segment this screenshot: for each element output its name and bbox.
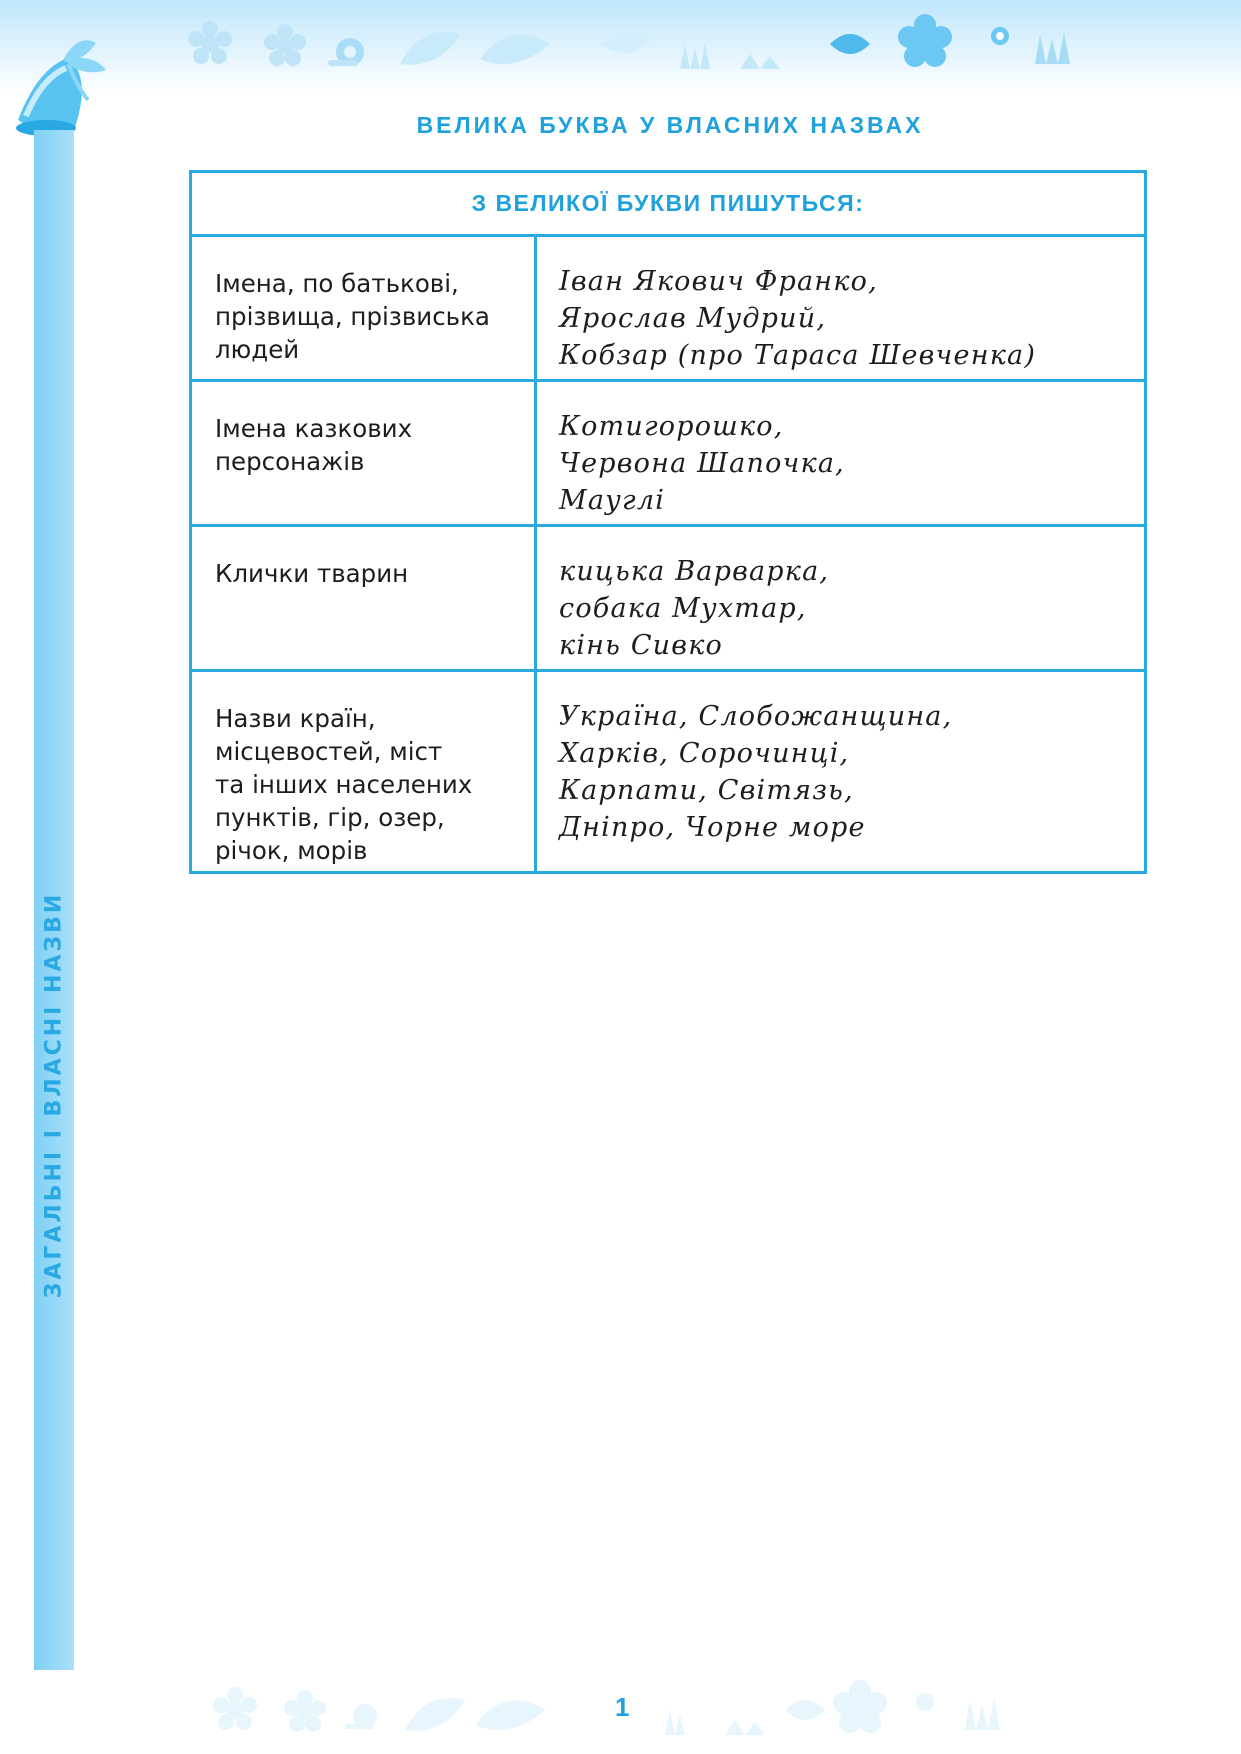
capitalization-rules-table (189, 170, 1147, 874)
flower-icon (991, 27, 1009, 45)
grass-icon (725, 1720, 765, 1735)
category-cell (191, 671, 536, 873)
category-cell (191, 236, 536, 381)
category-text: річок, морів (215, 836, 368, 865)
grass-icon (665, 1710, 685, 1735)
category-text: людей (215, 335, 300, 364)
grass-icon (1035, 32, 1070, 64)
category-text: прізвища, прізвиська (215, 302, 490, 331)
example-text: кінь Сивко (559, 630, 723, 661)
flower-icon (833, 1680, 887, 1733)
leaf-icon (475, 1700, 545, 1730)
table-row (191, 671, 1146, 873)
category-text: Імена казкових (215, 414, 413, 443)
category-cell (191, 526, 536, 671)
example-text: Іван Якович Франко, (559, 266, 878, 297)
snail-icon (328, 38, 364, 66)
category-cell (191, 381, 536, 526)
examples-cell (536, 671, 1146, 873)
snail-icon (345, 1704, 377, 1729)
example-text: Карпати, Світязь, (559, 775, 854, 806)
category-text: Імена, по батькові, (215, 269, 459, 298)
example-text: Харків, Сорочинці, (559, 738, 850, 769)
leaf-icon (400, 32, 460, 65)
leaf-icon (600, 30, 650, 53)
leaf-icon (405, 1698, 465, 1731)
page-title: ВЕЛИКА БУКВА У ВЛАСНИХ НАЗВАХ (416, 112, 924, 138)
category-text: Назви країн, (215, 704, 376, 733)
flower-icon (284, 1690, 326, 1732)
leaf-icon (785, 1700, 825, 1720)
grass-icon (965, 1698, 1000, 1730)
example-text: Мауглі (559, 485, 666, 516)
examples-cell (536, 236, 1146, 381)
examples-cell (536, 381, 1146, 526)
example-text: Ярослав Мудрий, (559, 303, 827, 334)
table-row (191, 381, 1146, 526)
category-text: Клички тварин (215, 559, 409, 588)
example-text: кицька Варварка, (559, 556, 830, 587)
flower-icon (264, 24, 306, 66)
flower-icon (916, 1693, 934, 1711)
grass-icon (680, 42, 710, 69)
flower-icon (213, 1687, 257, 1730)
leaf-icon (480, 34, 550, 64)
examples-cell (536, 526, 1146, 671)
category-text: та інших населених (215, 770, 473, 799)
example-text: собака Мухтар, (559, 593, 807, 624)
top-ornament-row (180, 14, 1080, 84)
category-text: місцевостей, міст (215, 737, 443, 766)
example-text: Котигорошко, (559, 411, 784, 442)
example-text: Червона Шапочка, (559, 448, 845, 479)
example-text: Кобзар (про Тараса Шевченка) (559, 340, 1037, 371)
category-text: пунктів, гір, озер, (215, 803, 445, 832)
example-text: Дніпро, Чорне море (559, 812, 866, 843)
grass-icon (740, 54, 780, 69)
category-text: персонажів (215, 447, 365, 476)
leaf-icon (830, 34, 870, 54)
example-text: Україна, Слобожанщина, (559, 701, 953, 732)
table-row (191, 526, 1146, 671)
section-side-title: ЗАГАЛЬНІ І ВЛАСНІ НАЗВИ (41, 891, 67, 1299)
table-header: З ВЕЛИКОЇ БУКВИ ПИШУТЬСЯ: (191, 172, 1146, 236)
table-row (191, 236, 1146, 381)
flower-icon (188, 21, 232, 64)
page-number: 1 (615, 1692, 630, 1722)
flower-icon (898, 14, 952, 67)
